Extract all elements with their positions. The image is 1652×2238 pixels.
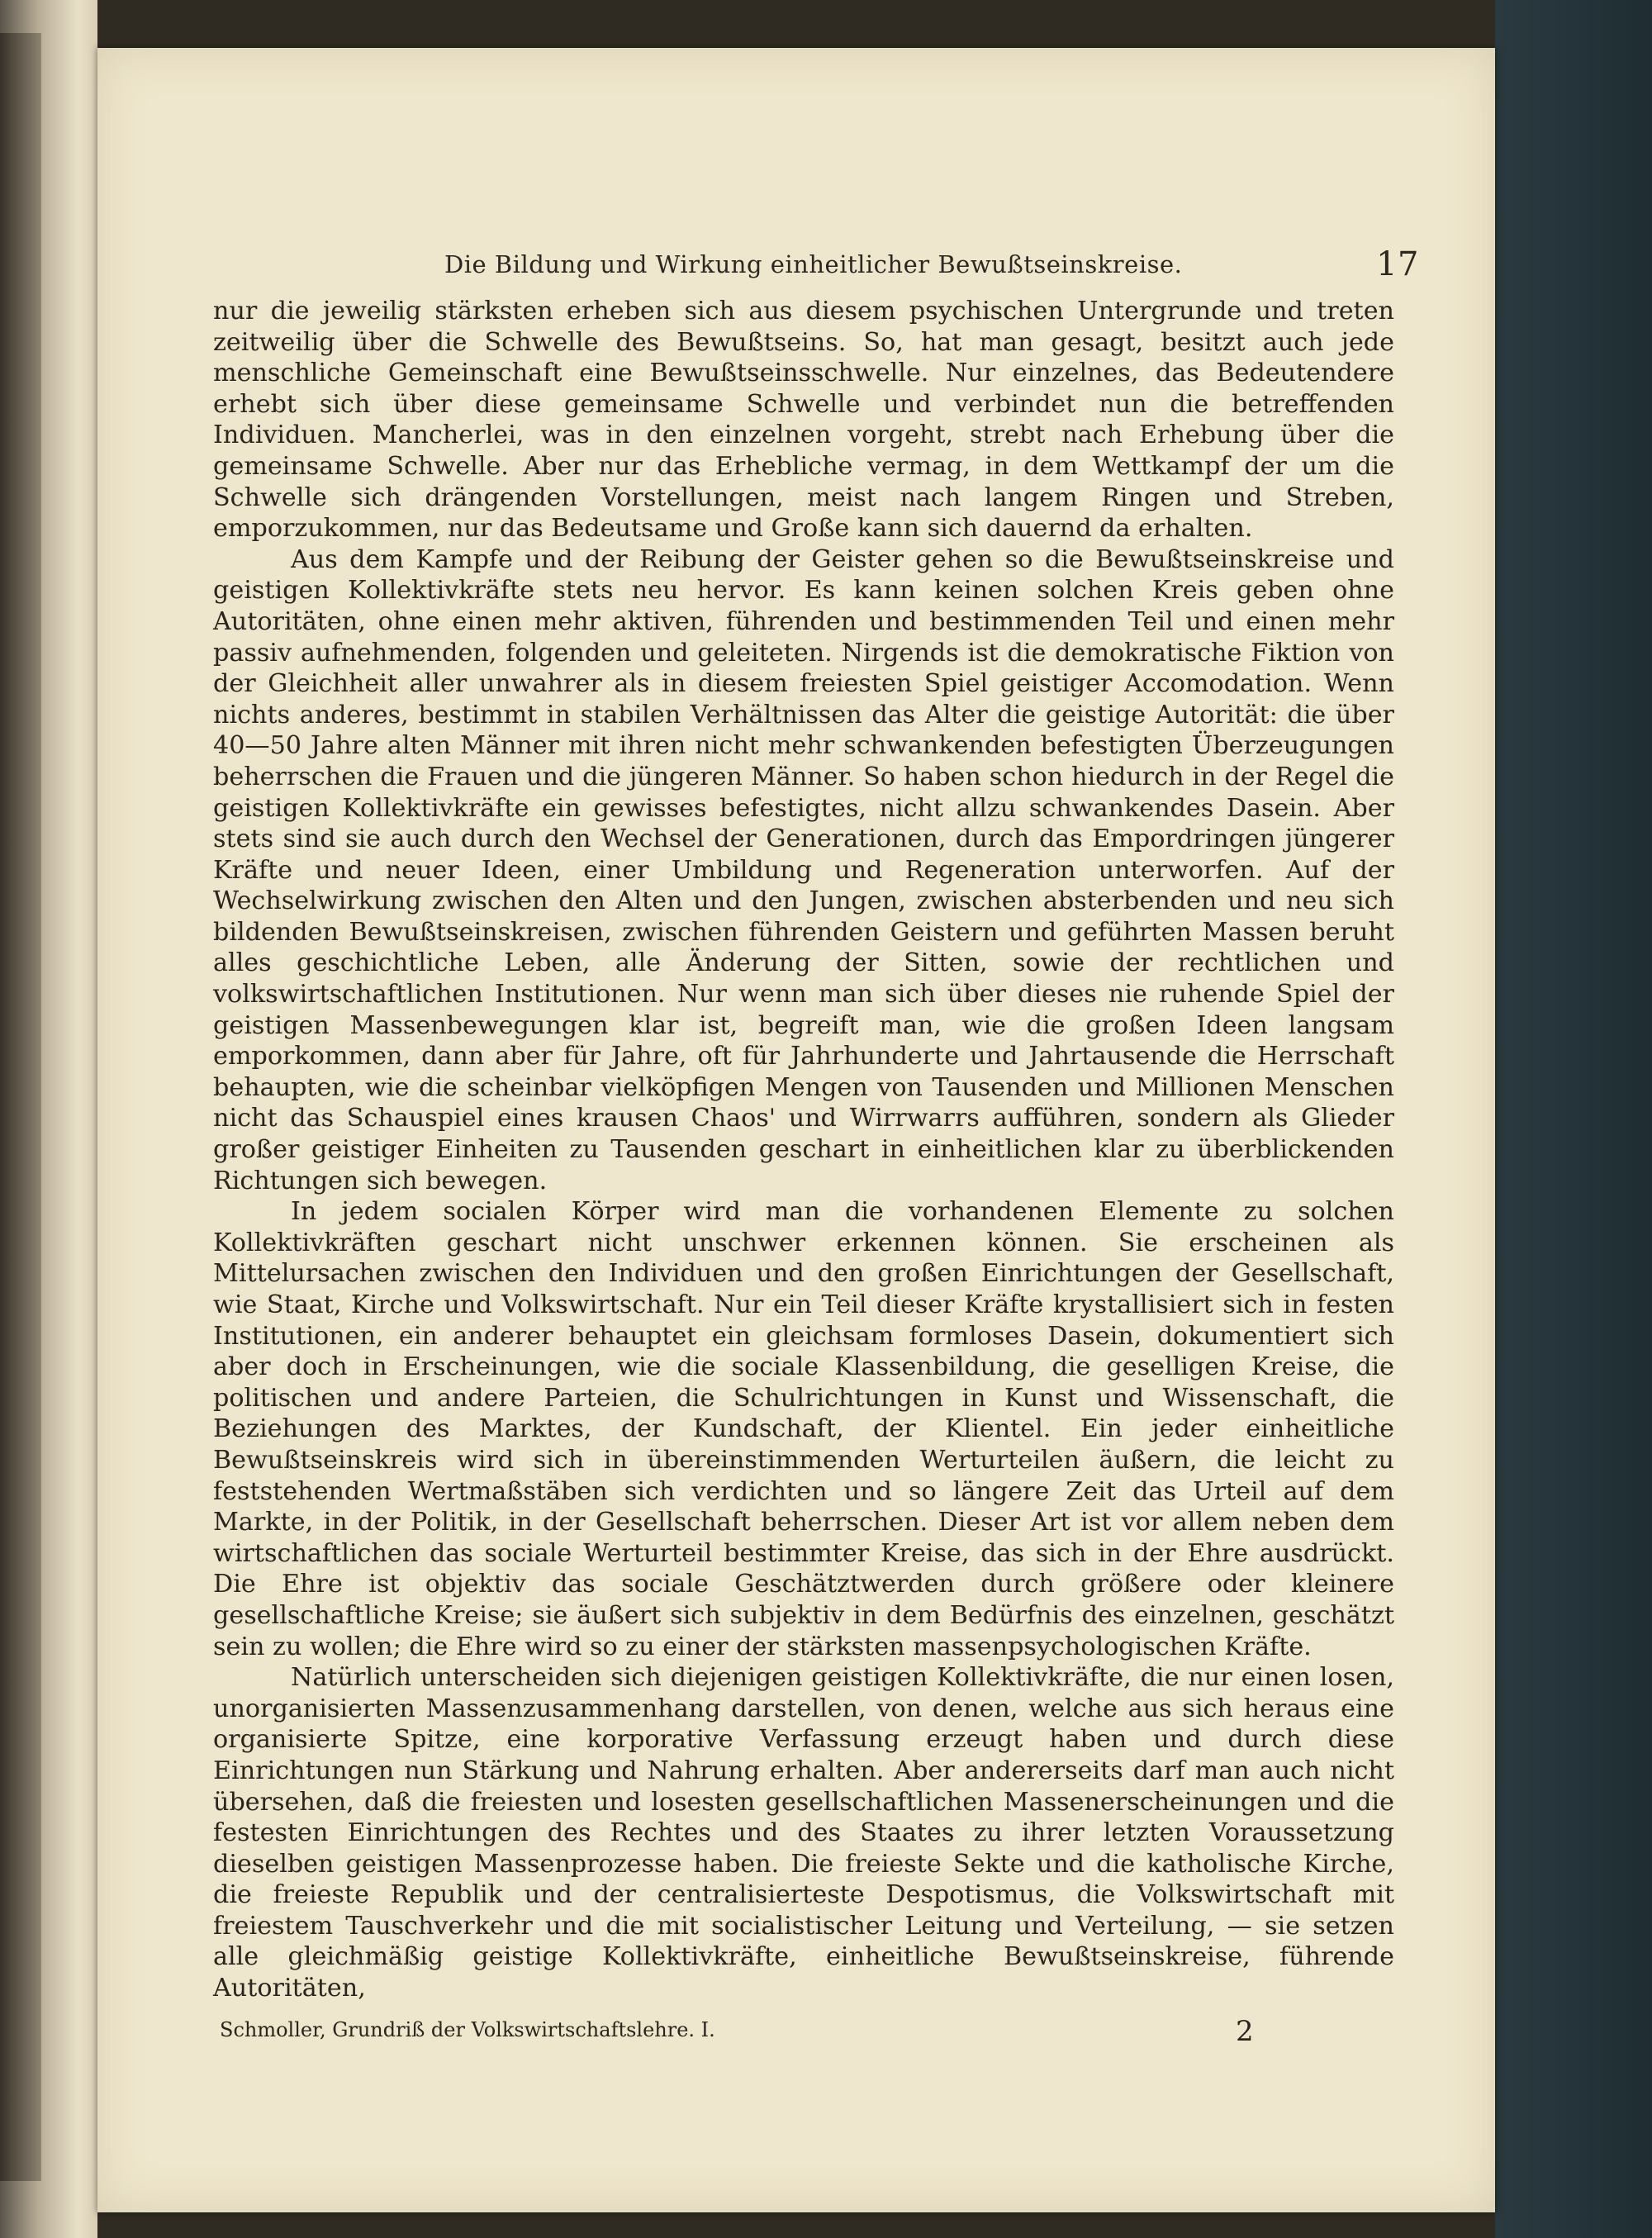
paragraph: In jedem socialen Körper wird man die vorhandenen Elemente zu solchen Kollektivkräften geschart nicht unschwer erkennen können. Sie erscheinen als Mittelursachen zwischen den Individuen und den großen Einrichtungen der Gesellschaft, wie Staat, Kirche und Volkswirtschaft. Nur ein Teil dieser Kräfte krystallisiert sich in festen Institutionen, ein anderer behauptet ein gleichsam formloses Dasein, dokumentiert sich aber doch in Erscheinungen, wie die sociale Klassenbildung, die geselligen Kreise, die politischen und andere Parteien, die Schulrichtungen in Kunst und Wissenschaft, die Beziehungen des Marktes, der Kundschaft, der Klientel. Ein jeder einheitliche Bewußtseinskreis wird sich in übereinstimmenden Werturteilen äußern, die leicht zu feststehenden Wertmaßstäben sich verdichten und so längere Zeit das Urteil auf dem Markte, in der Politik, in der Gesellschaft beherrschen. Dieser Art ist vor allem neben dem wirtschaftlichen das sociale Werturteil bestimmter Kreise, das sich in der Ehre ausdrückt. Die Ehre ist objektiv das sociale Geschätztwerden durch größere oder kleinere gesellschaftliche Kreise; sie äußert sich subjektiv in dem Bedürfnis des einzelnen, geschätzt sein zu wollen; die Ehre wird so zu einer der stärksten massenpsychologischen Kräfte.	[213, 1197, 1394, 1661]
book-spine-shadow	[0, 33, 41, 2181]
body-text	[213, 296, 1394, 2004]
paragraph: Aus dem Kampfe und der Reibung der Geister gehen so die Bewußtseinskreise und geistigen Kollektivkräfte stets neu hervor. Es kann keinen solchen Kreis geben ohne Autoritäten, ohne einen mehr aktiven, führenden und bestimmenden Teil und einen mehr passiv aufnehmenden, folgenden und geleiteten. Nirgends ist die demokratische Fiktion von der Gleichheit aller unwahrer als in diesem freiesten Spiel geistiger Accomodation. Wenn nichts anderes, bestimmt in stabilen Verhältnissen das Alter die geistige Autorität: die über 40—50 Jahre alten Männer mit ihren nicht mehr schwankenden befestigten Überzeugungen beherrschen die Frauen und die jüngeren Männer. So haben schon hiedurch in der Regel die geistigen Kollektivkräfte ein gewisses befestigtes, nicht allzu schwankendes Dasein. Aber stets sind sie auch durch den Wechsel der Generationen, durch das Empordringen jüngerer Kräfte und neuer Ideen, einer Umbildung und Regeneration unterworfen. Auf der Wechselwirkung zwischen den Alten und den Jungen, zwischen absterbenden und neu sich bildenden Bewußtseinskreisen, zwischen führenden Geistern und geführten Massen beruht alles geschichtliche Leben, alle Änderung der Sitten, sowie der rechtlichen und volkswirtschaftlichen Institutionen. Nur wenn man sich über dieses nie ruhende Spiel der geistigen Massenbewegungen klar ist, begreift man, wie die großen Ideen langsam emporkommen, dann aber für Jahre, oft für Jahrhunderte und Jahrtausende die Herrschaft behaupten, wie die scheinbar vielköpfigen Mengen von Tausenden und Millionen Menschen nicht das Schauspiel eines krausen Chaos' und Wirrwarrs aufführen, sondern als Glieder großer geistiger Einheiten zu Tausenden geschart in einheitlichen klar zu überblickenden Richtungen sich bewegen.	[213, 544, 1394, 1195]
signature-mark: 2	[1236, 2015, 1254, 2048]
running-head-title: Die Bildung und Wirkung einheitlicher Bewußtseinskreise.	[444, 250, 1183, 278]
footer	[220, 2015, 1393, 2048]
paragraph: nur die jeweilig stärksten erheben sich aus diesem psychischen Untergrunde und treten zeitweilig über die Schwelle des Bewußtseins. So, hat man gesagt, besitzt auch jede menschliche Gemeinschaft eine Bewußtseinsschwelle. Nur einzelnes, das Bedeutendere erhebt sich über diese gemeinsame Schwelle und verbindet nun die betreffenden Individuen. Mancherlei, was in den einzelnen vorgeht, strebt nach Erhebung über die gemeinsame Schwelle. Aber nur das Erhebliche vermag, in dem Wettkampf der um die Schwelle sich drängenden Vorstellungen, meist nach langem Ringen und Streben, emporzukommen, nur das Bedeutsame und Große kann sich dauernd da erhalten.	[213, 297, 1394, 544]
paragraph: Natürlich unterscheiden sich diejenigen geistigen Kollektivkräfte, die nur einen losen, unorganisierten Massenzusammenhang darstellen, von denen, welche aus sich heraus eine organisierte Spitze, eine korporative Verfassung erzeugt haben und durch diese Einrichtungen nun Stärkung und Nahrung erhalten. Aber andererseits darf man auch nicht übersehen, daß die freiesten und losesten gesellschaftlichen Massenerscheinungen und die festesten Einrichtungen des Rechtes und des Staates zu ihrer letzten Voraussetzung dieselben geistigen Massenprozesse haben. Die freieste Sekte und die katholische Kirche, die freieste Republik und der centralisierteste Despotismus, die Volkswirtschaft mit freiestem Tauschverkehr und die mit socialistischer Leitung und Verteilung, — sie setzen alle gleichmäßig geistige Kollektivkräfte, einheitliche Bewußtseinskreise, führende Autoritäten,	[213, 1663, 1394, 2003]
book-left-edge	[0, 0, 97, 2238]
book-cover-edge	[1495, 0, 1652, 2238]
page-number: 17	[1376, 245, 1419, 283]
book-page	[97, 48, 1495, 2212]
footer-citation: Schmoller, Grundriß der Volkswirtschaftslehre. I.	[220, 2018, 715, 2041]
